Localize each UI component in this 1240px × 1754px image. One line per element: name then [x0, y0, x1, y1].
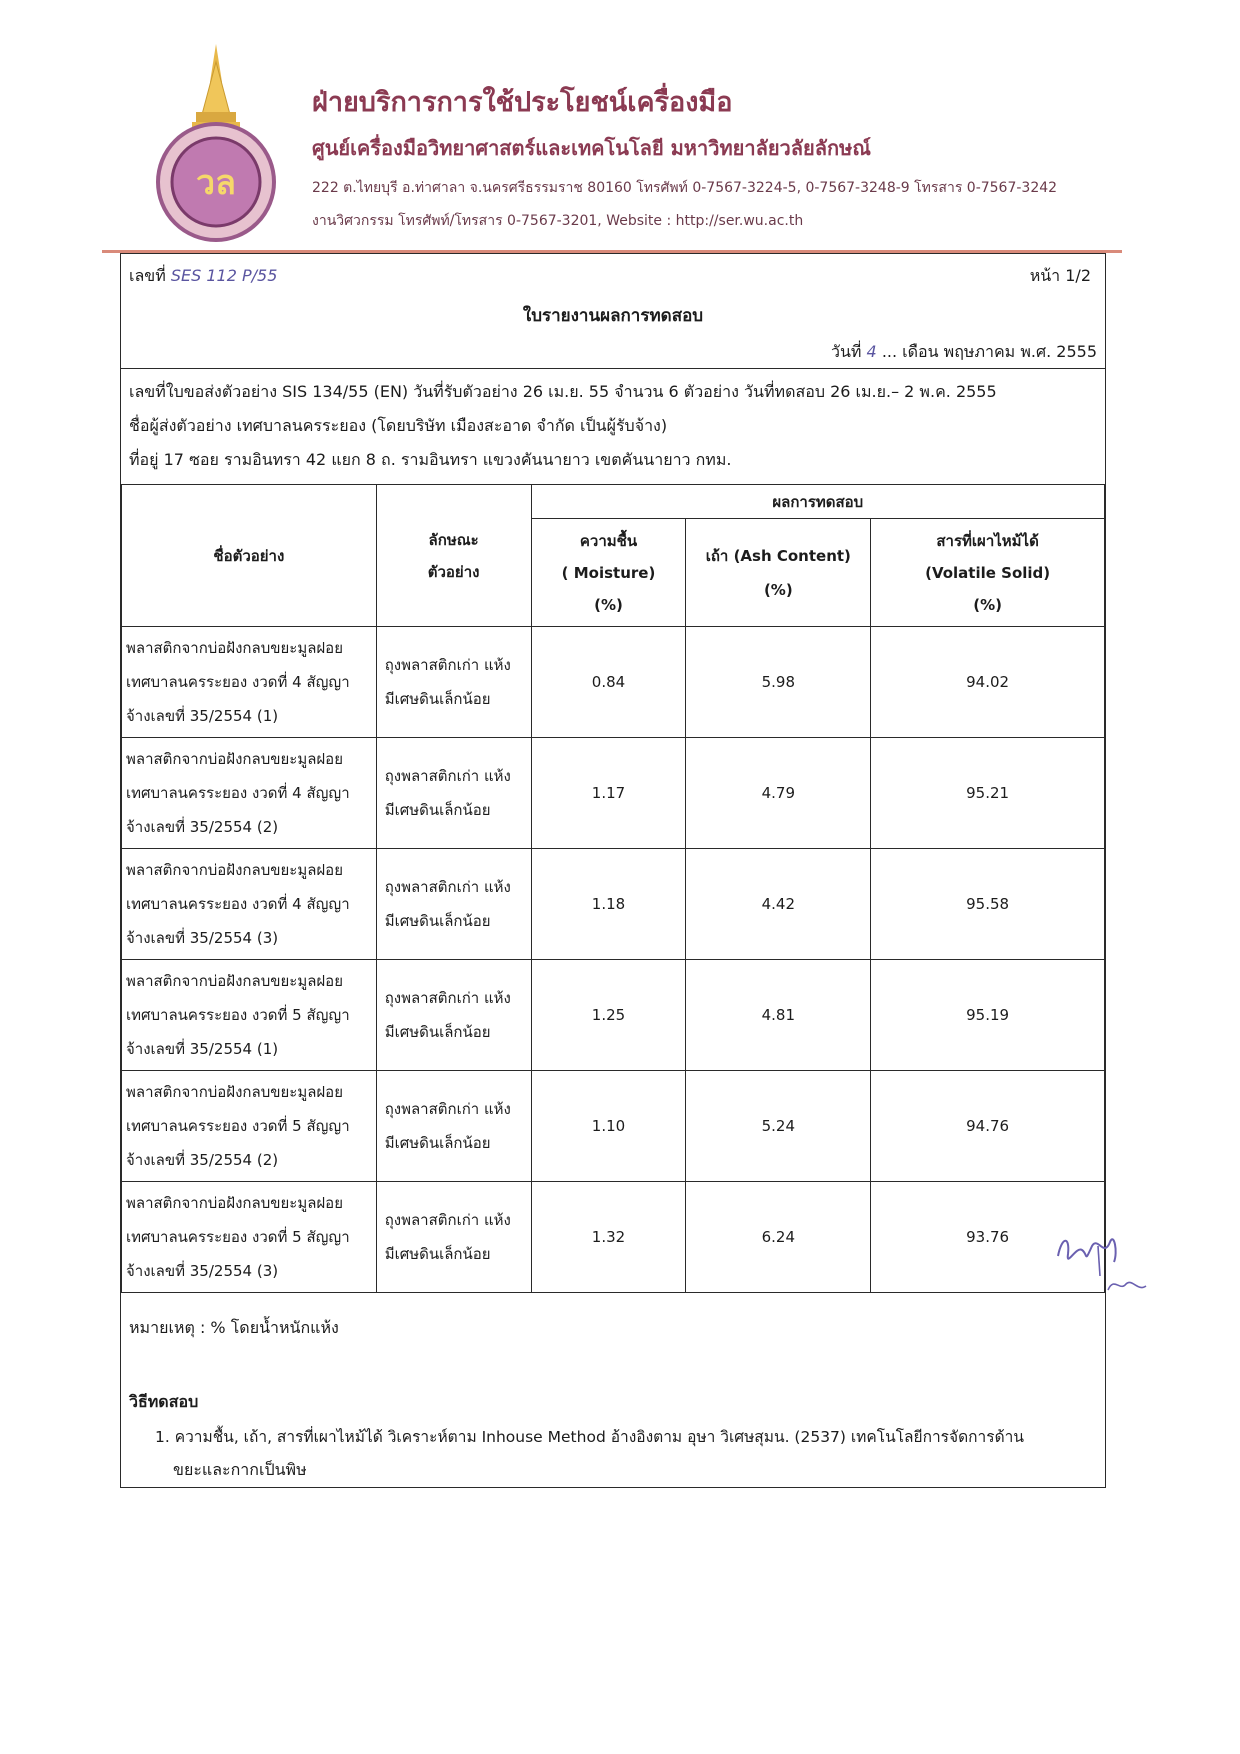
handwritten-signature	[1048, 1206, 1168, 1306]
ash-cell: 4.42	[686, 849, 871, 960]
table-row	[122, 738, 1105, 849]
table-row	[122, 849, 1105, 960]
contact-line: งานวิศวกรรม โทรศัพท์/โทรสาร 0-7567-3201, Website : http://ser.wu.ac.th	[312, 213, 804, 229]
ash-cell: 4.81	[686, 960, 871, 1071]
characteristic-cell: ถุงพลาสติกเก่า แห้ง มีเศษดินเล็กน้อย	[376, 627, 531, 738]
report-number-value: SES 112 P/55	[170, 266, 278, 285]
header-sample-name: ชื่อตัวอย่าง	[122, 485, 377, 627]
sample-name-cell: พลาสติกจากบ่อฝังกลบขยะมูลฝอย เทศบาลนครระยอง งวดที่ 4 สัญญา จ้างเลขที่ 35/2554 (2)	[122, 738, 377, 849]
sample-name-cell: พลาสติกจากบ่อฝังกลบขยะมูลฝอย เทศบาลนครระยอง งวดที่ 4 สัญญา จ้างเลขที่ 35/2554 (3)	[122, 849, 377, 960]
method-title: วิธีทดสอบ	[129, 1392, 199, 1411]
characteristic-cell: ถุงพลาสติกเก่า แห้ง มีเศษดินเล็กน้อย	[376, 849, 531, 960]
sample-name-cell: พลาสติกจากบ่อฝังกลบขยะมูลฝอย เทศบาลนครระยอง งวดที่ 4 สัญญา จ้างเลขที่ 35/2554 (1)	[122, 627, 377, 738]
report-date	[831, 340, 1097, 365]
characteristic-cell: ถุงพลาสติกเก่า แห้ง มีเศษดินเล็กน้อย	[376, 1182, 531, 1293]
report-number-label: เลขที่	[129, 266, 166, 285]
header-ash: เถ้า (Ash Content) (%)	[686, 519, 871, 627]
volatile-cell: 95.21	[871, 738, 1105, 849]
ash-cell: 5.98	[686, 627, 871, 738]
date-rest: ... เดือน พฤษภาคม พ.ศ. 2555	[881, 342, 1097, 361]
volatile-cell: 94.76	[871, 1071, 1105, 1182]
table-row	[122, 1182, 1105, 1293]
header-characteristic: ลักษณะ ตัวอย่าง	[376, 485, 531, 627]
moisture-cell: 1.25	[531, 960, 686, 1071]
moisture-cell: 1.32	[531, 1182, 686, 1293]
info-line-1: เลขที่ใบขอส่งตัวอย่าง SIS 134/55 (EN) วันที่รับตัวอย่าง 26 เม.ย. 55 จำนวน 6 ตัวอย่าง วันที่ทดสอบ 26 เม.ย.– 2 พ.ค. 2555	[129, 382, 997, 401]
section-divider	[121, 368, 1105, 369]
results-table	[121, 484, 1105, 1293]
volatile-cell: 95.19	[871, 960, 1105, 1071]
date-day: 4	[866, 342, 877, 361]
date-prefix: วันที่	[830, 342, 862, 361]
moisture-cell: 1.17	[531, 738, 686, 849]
moisture-cell: 1.18	[531, 849, 686, 960]
report-title: ใบรายงานผลการทดสอบ	[522, 306, 704, 326]
svg-text:วล: วล	[196, 163, 236, 203]
volatile-cell: 94.02	[871, 627, 1105, 738]
method-line-2: ขยะและกากเป็นพิษ	[173, 1460, 307, 1479]
table-row	[122, 1071, 1105, 1182]
report-number	[129, 264, 277, 289]
header-volatile: สารที่เผาไหม้ได้ (Volatile Solid) (%)	[871, 519, 1105, 627]
characteristic-cell: ถุงพลาสติกเก่า แห้ง มีเศษดินเล็กน้อย	[376, 960, 531, 1071]
department-name: ฝ่ายบริการการใช้ประโยชน์เครื่องมือ	[312, 87, 733, 118]
header-results: ผลการทดสอบ	[531, 485, 1104, 519]
remark: หมายเหตุ : % โดยน้ำหนักแห้ง	[129, 1318, 339, 1337]
table-row	[122, 627, 1105, 738]
report-frame	[120, 253, 1106, 1488]
header-moisture: ความชื้น ( Moisture) (%)	[531, 519, 686, 627]
ash-cell: 5.24	[686, 1071, 871, 1182]
info-line-3: ที่อยู่ 17 ซอย รามอินทรา 42 แยก 8 ถ. รามอินทรา แขวงคันนายาว เขตคันนายาว กทม.	[129, 450, 732, 469]
characteristic-cell: ถุงพลาสติกเก่า แห้ง มีเศษดินเล็กน้อย	[376, 1071, 531, 1182]
table-row	[122, 960, 1105, 1071]
sample-name-cell: พลาสติกจากบ่อฝังกลบขยะมูลฝอย เทศบาลนครระยอง งวดที่ 5 สัญญา จ้างเลขที่ 35/2554 (3)	[122, 1182, 377, 1293]
volatile-cell: 95.58	[871, 849, 1105, 960]
method-line-1: 1. ความชื้น, เถ้า, สารที่เผาไหม้ได้ วิเคราะห์ตาม Inhouse Method อ้างอิงตาม อุษา วิเศษสุมน. (2537) เทคโนโลยีการจัดการด้าน	[155, 1428, 1024, 1446]
ash-cell: 4.79	[686, 738, 871, 849]
sample-name-cell: พลาสติกจากบ่อฝังกลบขยะมูลฝอย เทศบาลนครระยอง งวดที่ 5 สัญญา จ้างเลขที่ 35/2554 (2)	[122, 1071, 377, 1182]
ash-cell: 6.24	[686, 1182, 871, 1293]
page-number: หน้า 1/2	[1029, 266, 1091, 285]
university-seal-logo	[150, 42, 282, 242]
characteristic-cell: ถุงพลาสติกเก่า แห้ง มีเศษดินเล็กน้อย	[376, 738, 531, 849]
volatile-cell: 93.76	[871, 1182, 1105, 1293]
moisture-cell: 1.10	[531, 1071, 686, 1182]
info-line-2: ชื่อผู้ส่งตัวอย่าง เทศบาลนครระยอง (โดยบริษัท เมืองสะอาด จำกัด เป็นผู้รับจ้าง)	[129, 416, 668, 435]
center-name: ศูนย์เครื่องมือวิทยาศาสตร์และเทคโนโลยี มหาวิทยาลัยวลัยลักษณ์	[312, 136, 871, 160]
sample-name-cell: พลาสติกจากบ่อฝังกลบขยะมูลฝอย เทศบาลนครระยอง งวดที่ 5 สัญญา จ้างเลขที่ 35/2554 (1)	[122, 960, 377, 1071]
moisture-cell: 0.84	[531, 627, 686, 738]
address-line: 222 ต.ไทยบุรี อ.ท่าศาลา จ.นครศรีธรรมราช 80160 โทรศัพท์ 0-7567-3224-5, 0-7567-3248-9 โทรสาร 0-7567-3242	[312, 180, 1058, 196]
